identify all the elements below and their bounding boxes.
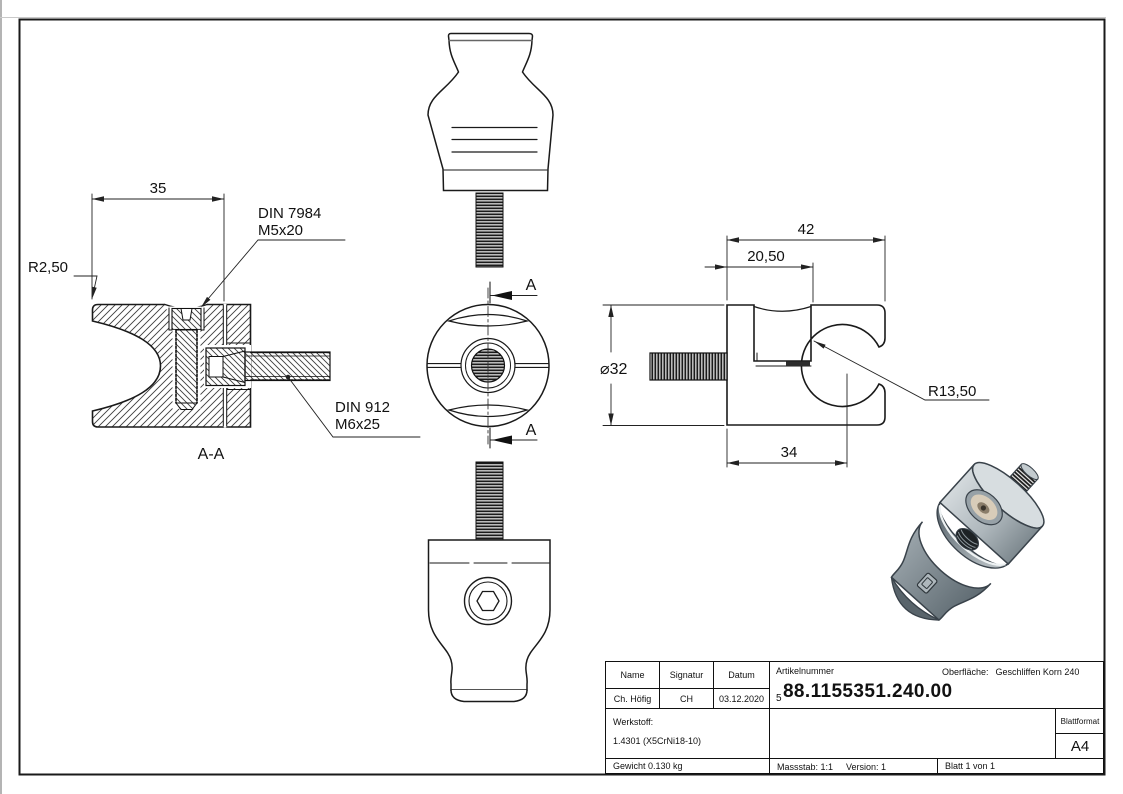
empty-cell [770, 709, 1056, 759]
oberflaeche-value: Geschliffen Korn 240 [995, 667, 1080, 677]
artikelnummer-cell [770, 662, 1104, 709]
callout-din912-line2: M6x25 [335, 416, 381, 433]
side-stud-threads [650, 353, 727, 380]
screw-seat [786, 362, 810, 367]
artikelnummer-prefix: 5 [776, 693, 782, 704]
dim-34-text: 34 [780, 444, 798, 461]
hex-socket [477, 592, 499, 611]
iso-render [872, 438, 1067, 640]
artikelnummer-label: Artikelnummer [776, 666, 835, 676]
werkstoff-cell [606, 709, 770, 759]
cut-arrow-top [490, 277, 537, 303]
cut-label-top: A [525, 277, 537, 294]
blattformat-value: A4 [1056, 734, 1104, 759]
artikelnummer-value: $_5$88.1155351.240.00 [776, 681, 953, 704]
blattformat-label: Blattformat [1056, 709, 1104, 734]
title-block [605, 661, 1104, 774]
section-view-a-a [28, 180, 420, 463]
vertical-screw-section [172, 309, 201, 410]
cut-label-bottom: A [525, 422, 537, 439]
dim-42-text: 42 [797, 221, 815, 238]
value-name: Ch. Höfig [606, 689, 660, 709]
value-signatur: CH [660, 689, 714, 709]
window-edge-left [0, 0, 2, 794]
horizontal-screw-section [204, 343, 330, 390]
dim-r1350-text: R13,50 [928, 383, 977, 400]
bottom-stud-threads [476, 462, 503, 540]
foot-bottom [451, 690, 527, 702]
header-datum: Datum [714, 662, 770, 689]
oberflaeche-label: Oberfläche: [942, 667, 989, 677]
front-view [427, 34, 553, 702]
dim-35 [92, 194, 224, 301]
dim-2050-text: 20,50 [747, 248, 785, 265]
dim-r250-text: R2,50 [28, 259, 69, 276]
massstab-cell [770, 759, 938, 773]
werkstoff-value: 1.4301 (X5CrNi18-10) [613, 736, 702, 746]
side-view [600, 221, 989, 467]
leader-din7984 [202, 240, 345, 306]
callout-din912-line1: DIN 912 [335, 399, 391, 416]
werkstoff-label: Werkstoff: [613, 717, 654, 727]
header-name: Name [606, 662, 660, 689]
dim-d32-text: ⌀32 [600, 361, 628, 378]
window-edge-top [0, 17, 1106, 18]
dim-2050 [705, 263, 813, 302]
dim-35-text: 35 [149, 180, 167, 197]
top-stud-threads [476, 193, 503, 267]
callout-din7984-line2: M5x20 [258, 222, 304, 239]
callout-din7984-line1: DIN 7984 [258, 205, 322, 222]
section-label: A-A [197, 446, 225, 463]
blatt-cell: Blatt 1 von 1 [945, 761, 996, 771]
oberflaeche [942, 667, 1086, 677]
gewicht-cell: Gewicht 0.130 kg [606, 759, 770, 773]
header-signatur: Signatur [660, 662, 714, 689]
version: Version: 1 [846, 762, 887, 772]
top-cap-outline [428, 34, 553, 191]
massstab: Massstab: 1:1 [777, 762, 834, 772]
value-datum: 03.12.2020 [714, 689, 770, 709]
